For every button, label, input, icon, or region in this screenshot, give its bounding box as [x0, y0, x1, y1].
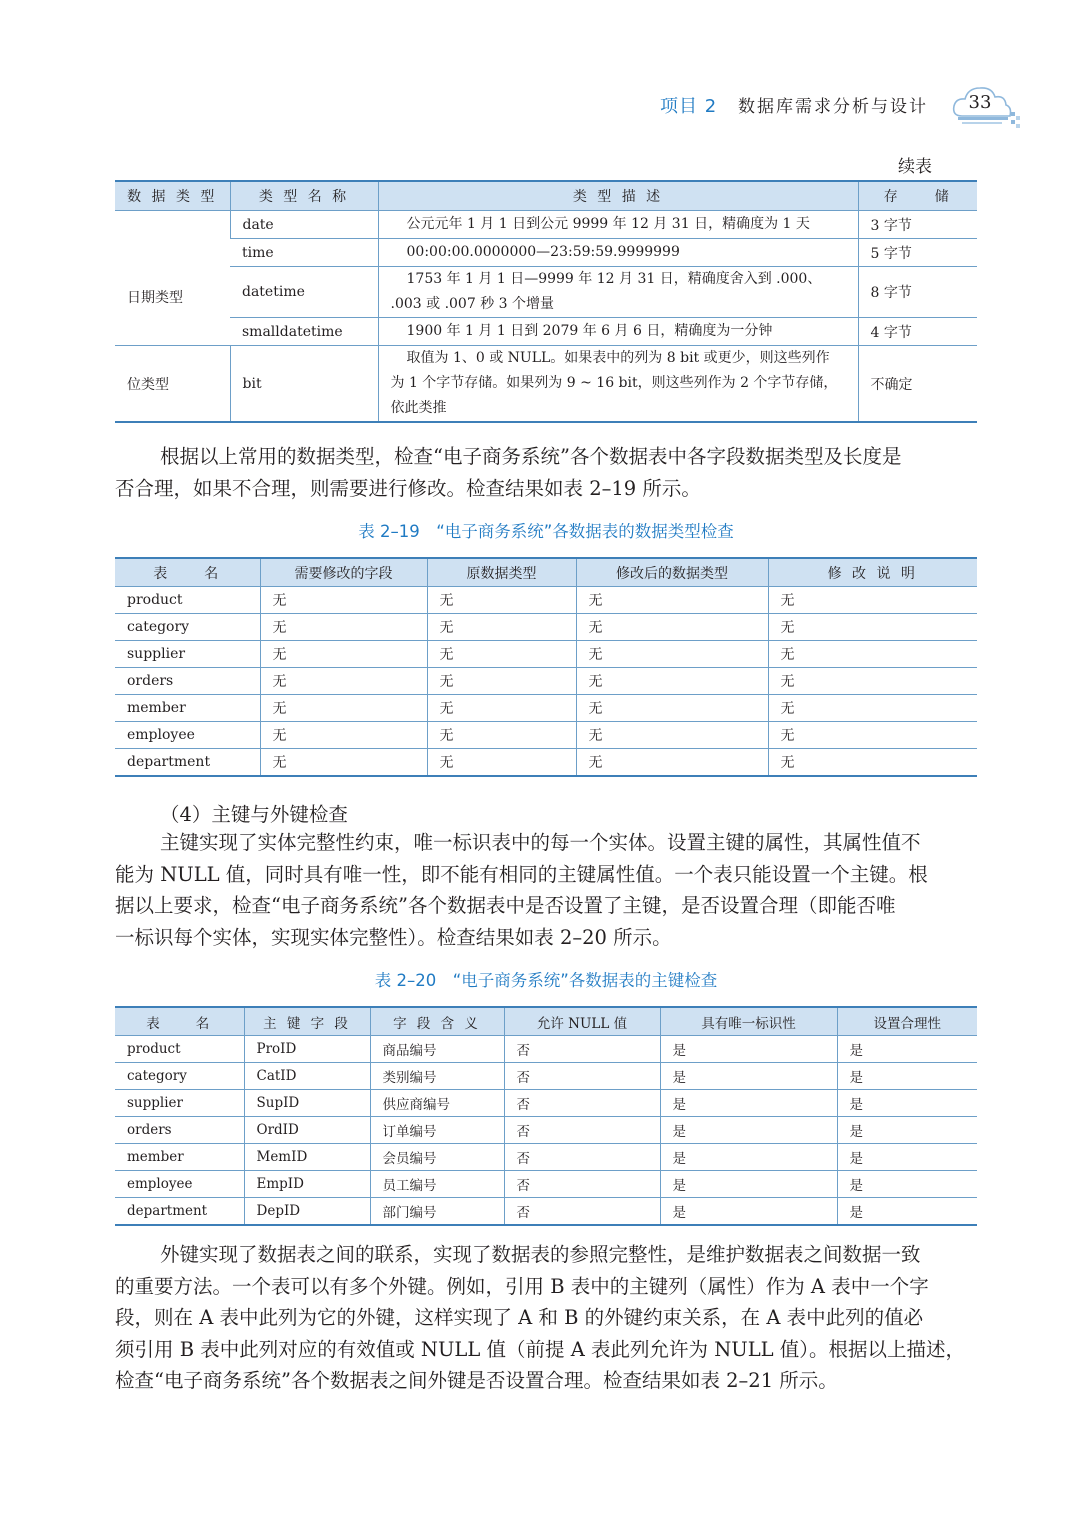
col-header: 具有唯一标识性	[660, 1007, 837, 1036]
table-name-cell: orders	[115, 1117, 244, 1144]
table-name-cell: supplier	[115, 641, 260, 668]
table-name-cell: product	[115, 1036, 244, 1063]
table-cell: 无	[768, 722, 977, 749]
table-name-cell: department	[115, 1198, 244, 1226]
paragraph-foreign-key: 外键实现了数据表之间的联系，实现了数据表的参照完整性，是维护数据表之间数据一致 的重要方法。一个表可以有多个外键。例如，引用 B 表中的主键列（属性）作为 A 表中一个字 段，则在 A 表中此列为它的外键，这样实现了 A 和 B 的外键约束关系，在 A 表中此列的值必 须引用 B 表中此列对应的有效值或 NULL 值（前提 A 表此列允许为 NULL 值）。根据以上描述， 检查“电子商务系统”各个数据表之间外键是否设置合理。检查结果如表 2–21 所示。	[115, 1243, 966, 1392]
type-desc: 1900 年 1 月 1 日到 2079 年 6 月 6 日，精确度为一分钟	[378, 318, 858, 346]
table-cell: 无	[768, 641, 977, 668]
table-row	[115, 587, 977, 614]
type-name: smalldatetime	[230, 318, 378, 346]
table-row	[115, 1036, 977, 1063]
table-cell: 无	[768, 668, 977, 695]
table-name-cell: department	[115, 749, 260, 777]
type-name: time	[230, 239, 378, 267]
table-cell: 无	[427, 749, 576, 777]
table-name-cell: employee	[115, 1171, 244, 1198]
table-cell: 无	[260, 587, 427, 614]
table-row	[115, 211, 977, 239]
table-name-cell: product	[115, 587, 260, 614]
table-cell: 无	[576, 668, 768, 695]
table-header-row	[115, 181, 977, 211]
type-name: datetime	[230, 267, 378, 318]
table-cell: 部门编号	[370, 1198, 504, 1226]
chapter-title: 数据库需求分析与设计	[738, 97, 928, 117]
col-header: 字 段 含 义	[370, 1007, 504, 1036]
table-name-cell: category	[115, 1063, 244, 1090]
col-header: 原数据类型	[427, 558, 576, 587]
col-header: 表 名	[115, 1007, 244, 1036]
table-name-cell: supplier	[115, 1090, 244, 1117]
col-header: 主 键 字 段	[244, 1007, 370, 1036]
running-header	[0, 82, 1088, 132]
table-cell: 是	[660, 1198, 837, 1226]
table-row	[115, 668, 977, 695]
group-label: 位类型	[115, 346, 230, 423]
table-cell: 是	[837, 1063, 977, 1090]
table-cell: 无	[427, 695, 576, 722]
table-cell: 无	[768, 749, 977, 777]
table-cell: 否	[504, 1144, 660, 1171]
table-cell: 是	[837, 1144, 977, 1171]
table-cell: MemID	[244, 1144, 370, 1171]
table-row	[115, 722, 977, 749]
col-header: 修 改 说 明	[768, 558, 977, 587]
table-cell: 否	[504, 1117, 660, 1144]
table-row	[115, 1171, 977, 1198]
section-heading-4: （4）主键与外键检查	[160, 803, 348, 826]
table-cell: 是	[837, 1090, 977, 1117]
table-cell: 无	[768, 587, 977, 614]
type-desc: 公元元年 1 月 1 日到公元 9999 年 12 月 31 日，精确度为 1 天	[378, 211, 858, 239]
continued-label: 续表	[898, 157, 932, 177]
type-name: bit	[230, 346, 378, 423]
type-storage: 3 字节	[858, 211, 977, 239]
table-cell: SupID	[244, 1090, 370, 1117]
table-cell: 无	[260, 722, 427, 749]
table-cell: EmpID	[244, 1171, 370, 1198]
table-cell: 无	[576, 614, 768, 641]
col-header: 存 储	[858, 181, 977, 211]
paragraph-primary-key: 主键实现了实体完整性约束，唯一标识表中的每一个实体。设置主键的属性，其属性值不 能为 NULL 值，同时具有唯一性，即不能有相同的主键属性值。一个表只能设置一个主键。根 据以上要求，检查“电子商务系统”各个数据表中是否设置了主键，是否设置合理（即能否唯 一标识每个实体，实现实体完整性）。检查结果如表 2–20 所示。	[115, 831, 928, 949]
table-name-cell: member	[115, 1144, 244, 1171]
type-storage: 8 字节	[858, 267, 977, 318]
type-desc: 00:00:00.0000000—23:59:59.9999999	[378, 239, 858, 267]
table-header-row	[115, 558, 977, 587]
table-cell: 是	[837, 1117, 977, 1144]
table-cell: 是	[660, 1090, 837, 1117]
table-cell: 无	[576, 695, 768, 722]
table-cell: 无	[427, 668, 576, 695]
group-cell	[115, 211, 230, 346]
table-caption-2-19: 表 2–19 “电子商务系统”各数据表的数据类型检查	[358, 522, 734, 541]
table-row	[115, 1144, 977, 1171]
table-cell: 无	[260, 749, 427, 777]
table-cell: 无	[427, 614, 576, 641]
table-cell: OrdID	[244, 1117, 370, 1144]
table-row	[115, 1063, 977, 1090]
table-cell: 是	[837, 1036, 977, 1063]
table-row	[115, 1090, 977, 1117]
type-storage: 4 字节	[858, 318, 977, 346]
table-row	[115, 614, 977, 641]
table-cell: 是	[837, 1171, 977, 1198]
table-row	[115, 1117, 977, 1144]
table-row	[115, 1198, 977, 1226]
table-cell: 是	[837, 1198, 977, 1226]
table-cell: 是	[660, 1117, 837, 1144]
table-cell: 无	[768, 695, 977, 722]
table-name-cell: category	[115, 614, 260, 641]
table-cell: 否	[504, 1036, 660, 1063]
col-header: 表 名	[115, 558, 260, 587]
table-cell: 是	[660, 1063, 837, 1090]
primary-key-check-table	[115, 1006, 977, 1226]
col-header: 设置合理性	[837, 1007, 977, 1036]
type-storage: 5 字节	[858, 239, 977, 267]
col-header: 允许 NULL 值	[504, 1007, 660, 1036]
table-cell: ProID	[244, 1036, 370, 1063]
datatype-check-table	[115, 557, 977, 777]
table-cell: 无	[576, 749, 768, 777]
table-cell: 订单编号	[370, 1117, 504, 1144]
table-cell: 无	[260, 641, 427, 668]
table-cell: 无	[576, 587, 768, 614]
col-header: 数 据 类 型	[115, 181, 230, 211]
table-row	[115, 641, 977, 668]
type-storage: 不确定	[858, 346, 977, 423]
table-name-cell: member	[115, 695, 260, 722]
group-label: 日期类型	[127, 290, 183, 306]
table-cell: 无	[576, 722, 768, 749]
table-cell: 类别编号	[370, 1063, 504, 1090]
table-cell: DepID	[244, 1198, 370, 1226]
col-header: 类 型 名 称	[230, 181, 378, 211]
table-cell: 无	[260, 668, 427, 695]
table-cell: 商品编号	[370, 1036, 504, 1063]
data-type-table	[115, 180, 977, 423]
type-desc: 1753 年 1 月 1 日—9999 年 12 月 31 日，精确度舍入到 .000、 .003 或 .007 秒 3 个增量	[378, 267, 858, 318]
table-cell: 无	[427, 641, 576, 668]
col-header: 类 型 描 述	[378, 181, 858, 211]
table-row	[115, 318, 977, 346]
table-cell: 否	[504, 1090, 660, 1117]
table-name-cell: orders	[115, 668, 260, 695]
table-cell: 供应商编号	[370, 1090, 504, 1117]
table-cell: 无	[260, 695, 427, 722]
table-cell: 会员编号	[370, 1144, 504, 1171]
col-header: 修改后的数据类型	[576, 558, 768, 587]
type-desc: 取值为 1、0 或 NULL。如果表中的列为 8 bit 或更少，则这些列作 为 1 个字节存储。如果列为 9 ~ 16 bit，则这些列作为 2 个字节存储， 依此类推	[378, 346, 858, 423]
table-cell: 无	[260, 614, 427, 641]
table-cell: CatID	[244, 1063, 370, 1090]
table-cell: 无	[427, 587, 576, 614]
page-number: 33	[968, 92, 992, 113]
table-cell: 是	[660, 1171, 837, 1198]
table-name-cell: employee	[115, 722, 260, 749]
table-cell: 员工编号	[370, 1171, 504, 1198]
table-header-row	[115, 1007, 977, 1036]
col-header: 需要修改的字段	[260, 558, 427, 587]
table-cell: 否	[504, 1198, 660, 1226]
table-row	[115, 346, 977, 423]
table-caption-2-20: 表 2–20 “电子商务系统”各数据表的主键检查	[374, 971, 718, 990]
table-cell: 无	[576, 641, 768, 668]
table-cell: 否	[504, 1171, 660, 1198]
table-cell: 无	[768, 614, 977, 641]
table-row	[115, 267, 977, 318]
table-row	[115, 239, 977, 267]
project-label: 项目 2	[660, 96, 718, 117]
table-cell: 是	[660, 1036, 837, 1063]
table-cell: 无	[427, 722, 576, 749]
type-name: date	[230, 211, 378, 239]
paragraph-datatype-check: 根据以上常用的数据类型，检查“电子商务系统”各个数据表中各字段数据类型及长度是 否合理，如果不合理，则需要进行修改。检查结果如表 2–19 所示。	[115, 445, 902, 500]
table-row	[115, 749, 977, 777]
table-row	[115, 695, 977, 722]
table-cell: 否	[504, 1063, 660, 1090]
table-cell: 是	[660, 1144, 837, 1171]
